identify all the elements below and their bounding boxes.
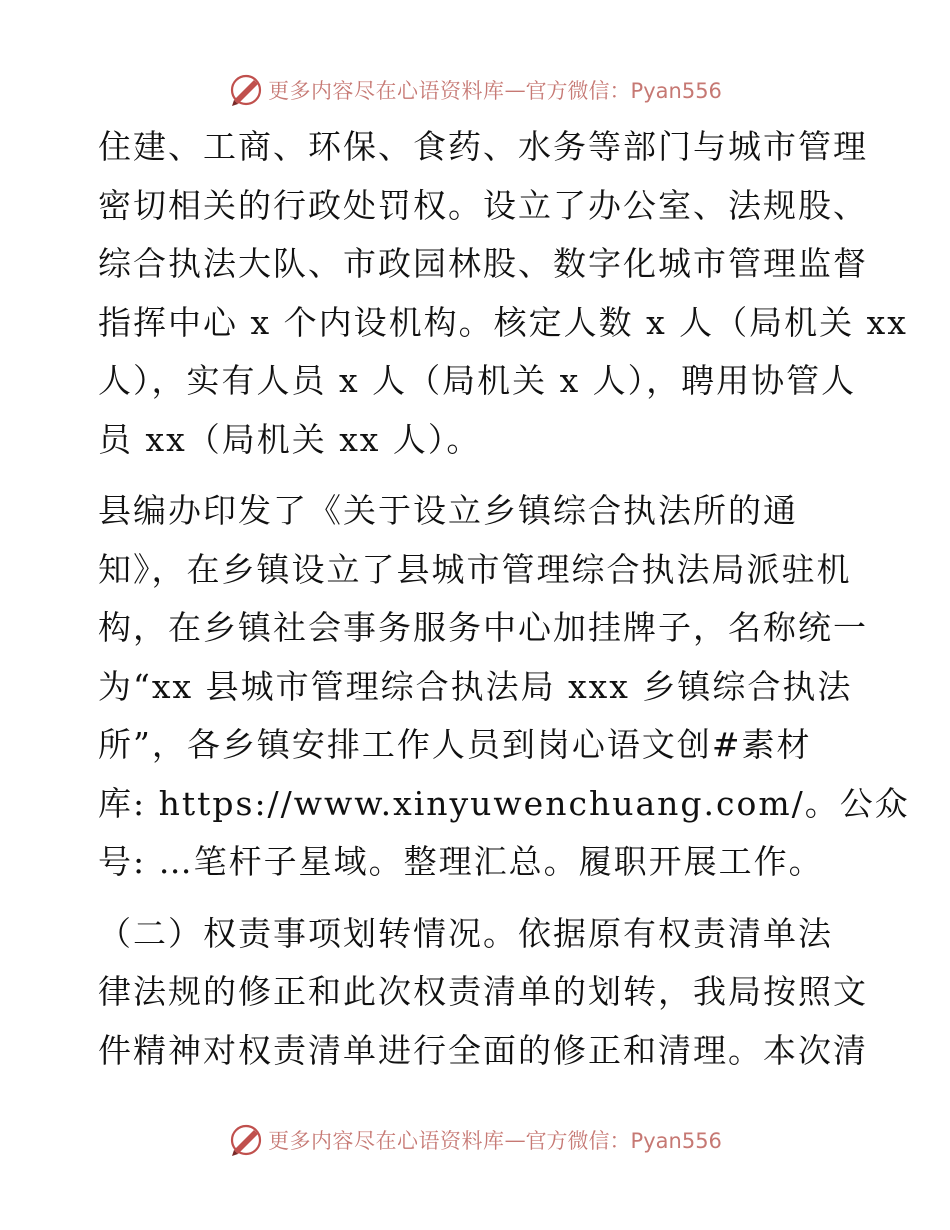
text-line: （二）权责事项划转情况。依据原有权责清单法 bbox=[98, 913, 833, 953]
text-line: 员 xx（局机关 xx 人）。 bbox=[98, 419, 482, 459]
watermark-separator: — bbox=[504, 1128, 526, 1152]
pen-logo-icon bbox=[228, 1122, 264, 1158]
document-body bbox=[98, 118, 910, 1080]
text-line: 构，在乡镇社会事务服务中心加挂牌子，名称统一 bbox=[98, 608, 868, 647]
paragraph-3 bbox=[98, 905, 868, 1081]
text-line: 密切相关的行政处罚权。设立了办公室、法规股、 bbox=[98, 185, 868, 225]
text-line: 住建、工商、环保、食药、水务等部门与城市管理 bbox=[98, 127, 868, 166]
watermark-text: 更多内容尽在心语资料库 bbox=[268, 79, 505, 103]
footer-watermark bbox=[0, 1120, 950, 1160]
paragraph-2 bbox=[98, 482, 910, 892]
text-line: 号: …笔杆子星域。整理汇总。履职开展工作。 bbox=[98, 842, 824, 881]
paragraph-1 bbox=[98, 118, 908, 469]
text-line: 县编办印发了《关于设立乡镇综合执法所的通 bbox=[98, 491, 798, 530]
watermark-text: 更多内容尽在心语资料库 bbox=[268, 1129, 505, 1153]
text-line: 所”，各乡镇安排工作人员到岗心语文创#素材 bbox=[98, 725, 812, 764]
text-line: 为“xx 县城市管理综合执法局 xxx 乡镇综合执法 bbox=[98, 666, 853, 706]
watermark-contact: 官方微信：Pyan556 bbox=[525, 79, 722, 103]
text-line: 指挥中心 x 个内设机构。核定人数 x 人（局机关 xx bbox=[98, 302, 908, 342]
watermark-contact: 官方微信：Pyan556 bbox=[525, 1129, 722, 1153]
text-line: 人），实有人员 x 人（局机关 x 人），聘用协管人 bbox=[98, 361, 857, 400]
pen-logo-icon bbox=[228, 72, 264, 108]
header-watermark bbox=[0, 70, 950, 110]
watermark-separator: — bbox=[504, 78, 526, 102]
text-line: 库: https://www.xinyuwenchuang.com/。公众 bbox=[98, 783, 910, 823]
text-line: 件精神对权责清单进行全面的修正和清理。本次清 bbox=[98, 1030, 868, 1070]
text-line: 知》，在乡镇设立了县城市管理综合执法局派驻机 bbox=[98, 549, 852, 589]
text-line: 综合执法大队、市政园林股、数字化城市管理监督 bbox=[98, 244, 868, 283]
text-line: 律法规的修正和此次权责清单的划转，我局按照文 bbox=[98, 972, 868, 1011]
